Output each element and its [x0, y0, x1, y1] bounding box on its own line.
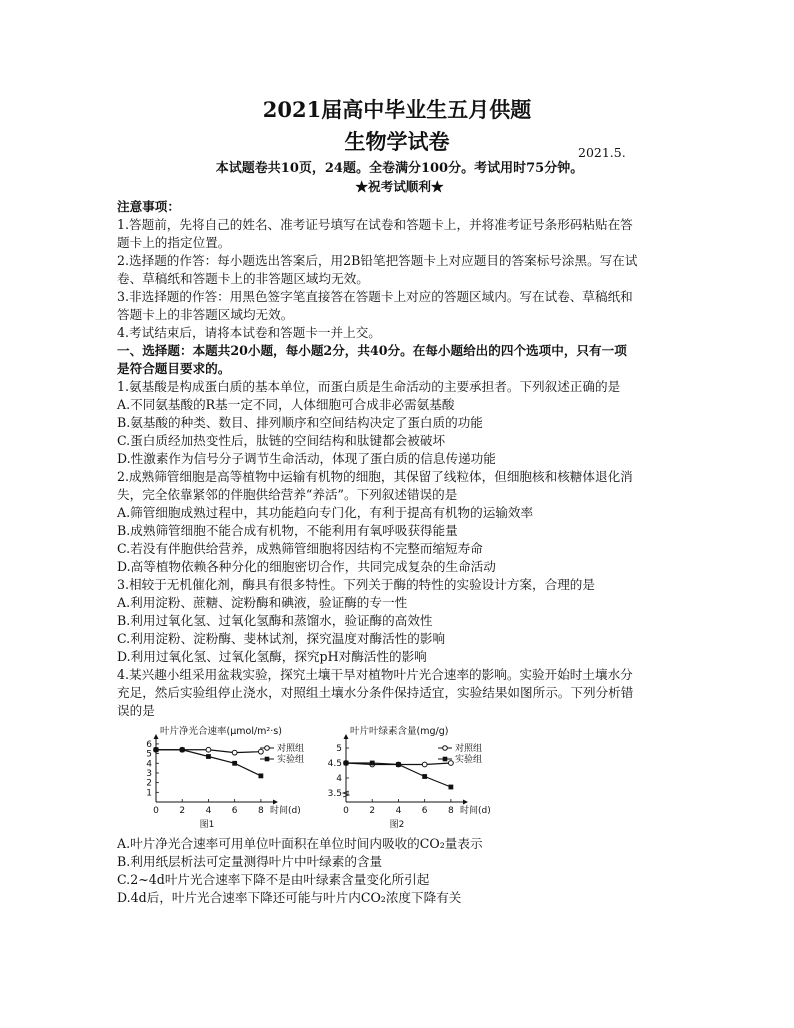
y-tick-label: 5: [336, 744, 342, 754]
x-axis-label: 时间(d): [270, 806, 301, 816]
data-point-experimental: [232, 761, 237, 766]
note-2b: 卷、草稿纸和答题卡上的非答题区域均无效。: [117, 271, 369, 286]
note-1b: 题卡上的指定位置。: [117, 235, 231, 250]
x-axis-arrow: [463, 800, 468, 805]
x-tick-label: 2: [179, 806, 186, 816]
figure-caption: 图2: [389, 820, 405, 830]
data-point-experimental: [206, 754, 211, 759]
y-tick-label: 3.5: [328, 789, 342, 799]
y-tick-label: 3: [146, 768, 152, 779]
note-3b: 答题卡上的非答题区域均无效。: [117, 307, 294, 322]
q1-option-b: B.氨基酸的种类、数目、排列顺序和空间结构决定了蛋白质的功能: [117, 415, 483, 430]
data-point-control: [448, 761, 453, 766]
q1-stem: 1.氨基酸是构成蛋白质的基本单位，而蛋白质是生命活动的主要承担者。下列叙述正确的是: [117, 379, 621, 394]
x-axis-label: 时间(d): [460, 806, 491, 816]
q1-option-a: A.不同氨基酸的R基一定不同，人体细胞可合成非必需氨基酸: [117, 397, 455, 412]
q3-option-c: C.利用淀粉、淀粉酶、斐林试剂，探究温度对酶活性的影响: [117, 631, 446, 646]
legend-label: 对照组: [455, 744, 483, 754]
y-tick-label: 1: [146, 788, 152, 799]
good-luck-line: ★祝考试顺利★: [355, 179, 444, 194]
q1-option-c: C.蛋白质经加热变性后，肽链的空间结构和肽键都会被破坏: [117, 433, 446, 448]
paper-title: 2021届高中毕业生五月供题: [262, 97, 532, 122]
data-point-experimental: [370, 761, 375, 766]
q2-option-a: A.筛管细胞成熟过程中，其功能趋向专门化，有利于提高有机物的运输效率: [117, 505, 534, 520]
data-point-experimental: [154, 747, 159, 752]
legend-marker-experimental: [443, 757, 448, 762]
figure-caption: 图1: [199, 820, 215, 830]
y-tick-label: 4: [146, 759, 152, 770]
note-1a: 1.答题前，先将自己的姓名、准考证号填写在试卷和答题卡上，并将准考证号条形码粘贴在答: [117, 217, 633, 232]
legend-label: 实验组: [455, 755, 483, 765]
note-4: 4.考试结束后，请将本试卷和答题卡一并上交。: [117, 325, 381, 340]
q2-option-d: D.高等植物依赖各种分化的细胞密切合作，共同完成复杂的生命活动: [117, 559, 496, 574]
q2-option-c: C.若没有伴胞供给营养，成熟筛管细胞将因结构不完整而缩短寿命: [117, 541, 483, 556]
x-tick-label: 0: [343, 806, 349, 816]
q3-option-d: D.利用过氧化氢、过氧化氢酶，探究pH对酶活性的影响: [117, 649, 427, 664]
data-point-control: [206, 747, 211, 752]
data-point-experimental: [448, 785, 453, 790]
paper-info: 本试题卷共10页，24题。全卷满分100分。考试用时75分钟。: [215, 161, 584, 176]
y-axis-arrow: [154, 734, 159, 739]
data-point-experimental: [396, 762, 401, 767]
q4-stem-1: 4.某兴趣小组采用盆栽实验，探究土壤干旱对植物叶片光合速率的影响。实验开始时土壤水分: [117, 667, 633, 682]
q3-option-b: B.利用过氧化氢、过氧化氢酶和蒸馏水，验证酶的高效性: [117, 613, 433, 628]
figure-1-net-photosynthesis-chart: [140, 722, 330, 834]
q1-option-d: D.性激素作为信号分子调节生命活动，体现了蛋白质的信息传递功能: [117, 451, 496, 466]
q4-option-b: B.利用纸层析法可定量测得叶片中叶绿素的含量: [117, 854, 383, 869]
x-tick-label: 8: [258, 806, 264, 816]
y-tick-label: 4.5: [328, 759, 342, 769]
q4-stem-2: 充足，然后实验组停止浇水，对照组土壤水分条件保持适宜，实验结果如图所示。下列分析错: [117, 685, 634, 700]
q3-stem: 3.相较于无机催化剂，酶具有很多特性。下列关于酶的特性的实验设计方案，合理的是: [117, 577, 595, 592]
y-tick-label: 5: [146, 749, 152, 760]
note-3a: 3.非选择题的作答：用黑色签字笔直接答在答题卡上对应的答题区域内。写在试卷、草稿纸和: [117, 289, 633, 304]
y-axis-break: [343, 791, 349, 797]
paper-date: 2021.5.: [578, 145, 626, 160]
x-tick-label: 6: [231, 806, 238, 816]
q3-option-a: A.利用淀粉、蔗糖、淀粉酶和碘液，验证酶的专一性: [117, 595, 408, 610]
section-heading-2: 是符合题目要求的。: [117, 361, 231, 376]
y-tick-label: 2: [146, 778, 152, 789]
q2-stem-2: 失，完全依靠紧邻的伴胞供给营养“养活”。下列叙述错误的是: [117, 487, 458, 502]
q2-option-b: B.成熟筛管细胞不能合成有机物，不能利用有氧呼吸获得能量: [117, 523, 458, 538]
x-tick-label: 2: [369, 806, 376, 816]
section-heading-1: 一、选择题：本题共20小题，每小题2分，共40分。在每小题给出的四个选项中，只有一项: [117, 343, 627, 358]
q4-option-d: D.4d后，叶片光合速率下降还可能与叶片内CO₂浓度下降有关: [117, 890, 462, 905]
q2-stem-1: 2.成熟筛管细胞是高等植物中运输有机物的细胞，其保留了线粒体，但细胞核和核糖体退化消: [117, 469, 633, 484]
x-tick-label: 0: [153, 806, 159, 816]
chart-title: 叶片净光合速率(μmol/m²·s): [160, 726, 282, 737]
data-point-experimental: [180, 747, 185, 752]
y-tick-label: 4: [336, 774, 342, 784]
data-point-control: [258, 749, 263, 754]
notes-heading: 注意事项：: [117, 199, 180, 214]
legend-label: 对照组: [277, 744, 305, 754]
x-tick-label: 4: [395, 806, 402, 816]
series-line-2: [156, 750, 261, 776]
y-tick-label: 6: [146, 739, 152, 750]
data-point-control: [232, 750, 237, 755]
legend-marker-control: [265, 746, 270, 751]
legend-marker-control: [443, 746, 448, 751]
x-axis-arrow: [273, 800, 278, 805]
x-tick-label: 4: [205, 806, 212, 816]
chart-title: 叶片叶绿素含量(mg/g): [350, 726, 449, 737]
data-point-control: [422, 762, 427, 767]
figure-2-chlorophyll-chart: [328, 722, 518, 834]
paper-subtitle: 生物学试卷: [344, 129, 450, 154]
q4-stem-3: 误的是: [117, 703, 155, 718]
y-axis-arrow: [344, 734, 349, 739]
data-point-experimental: [258, 773, 263, 778]
q4-option-a: A.叶片净光合速率可用单位叶面积在单位时间内吸收的CO₂量表示: [117, 836, 483, 851]
x-tick-label: 8: [448, 806, 454, 816]
q4-option-c: C.2~4d叶片光合速率下降不是由叶绿素含量变化所引起: [117, 872, 430, 887]
x-tick-label: 6: [421, 806, 428, 816]
data-point-experimental: [344, 761, 349, 766]
legend-marker-experimental: [265, 757, 270, 762]
legend-label: 实验组: [277, 755, 305, 765]
data-point-experimental: [422, 774, 427, 779]
note-2a: 2.选择题的作答：每小题选出答案后，用2B铅笔把答题卡上对应题目的答案标号涂黑。写在试: [117, 253, 638, 268]
